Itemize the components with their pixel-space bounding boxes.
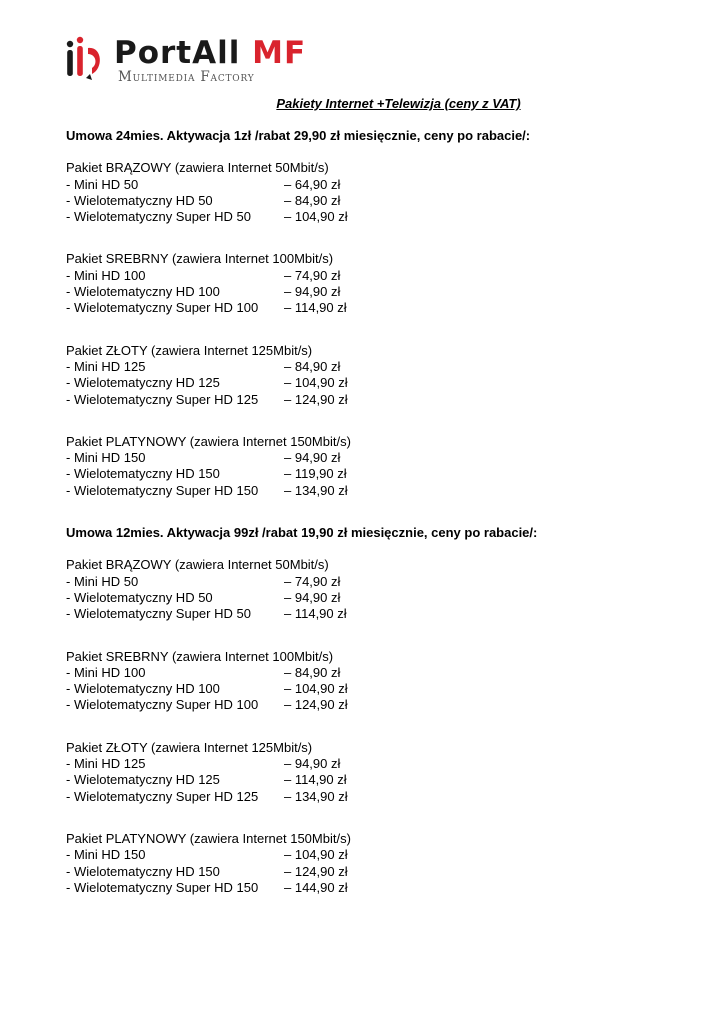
package-item-price: – 94,90 zł xyxy=(284,284,341,300)
package-heading: Pakiet PLATYNOWY (zawiera Internet 150Mbit/s) xyxy=(66,830,351,846)
package-item-name: - Wielotematyczny HD 50 xyxy=(66,589,213,605)
package-item-price: – 84,90 zł xyxy=(284,358,341,374)
package-heading: Pakiet PLATYNOWY (zawiera Internet 150Mbit/s) xyxy=(66,433,351,449)
spacer xyxy=(66,317,686,343)
spacer xyxy=(66,408,686,434)
package-item-price: – 114,90 zł xyxy=(284,300,347,316)
package-item-price: – 94,90 zł xyxy=(284,589,341,605)
package-item-price: – 104,90 zł xyxy=(284,209,348,225)
spacer xyxy=(66,144,686,160)
package-heading: Pakiet ZŁOTY (zawiera Internet 125Mbit/s) xyxy=(66,342,313,358)
price-row xyxy=(66,466,686,482)
price-row xyxy=(66,392,686,408)
package-heading: Pakiet SREBRNY (zawiera Internet 100Mbit/s) xyxy=(66,251,334,267)
price-row xyxy=(66,359,686,375)
spacer xyxy=(66,541,686,557)
package-item-name: - Wielotematyczny Super HD 125 xyxy=(66,391,259,407)
package-item-name: - Mini HD 125 xyxy=(66,756,146,772)
package-heading: Pakiet BRĄZOWY (zawiera Internet 50Mbit/s) xyxy=(66,557,329,573)
package-item-price: – 124,90 zł xyxy=(284,391,348,407)
package-item-name: - Wielotematyczny Super HD 50 xyxy=(66,209,251,225)
page-title: Pakiety Internet +Telewizja (ceny z VAT) xyxy=(276,96,521,111)
price-row xyxy=(66,450,686,466)
package-item-price: – 84,90 zł xyxy=(284,664,341,680)
contract-heading: Umowa 12mies. Aktywacja 99zł /rabat 19,90 zł miesięcznie, ceny po rabacie/: xyxy=(66,525,538,541)
package-item-price: – 134,90 zł xyxy=(284,788,348,804)
package-item-price: – 119,90 zł xyxy=(284,466,347,482)
package-item-price: – 104,90 zł xyxy=(284,681,348,697)
price-row xyxy=(66,177,686,193)
package-item-name: - Wielotematyczny Super HD 50 xyxy=(66,606,251,622)
package-item-price: – 124,90 zł xyxy=(284,863,348,879)
price-row xyxy=(66,847,686,863)
package-item-name: - Wielotematyczny Super HD 150 xyxy=(66,879,259,895)
price-row xyxy=(66,284,686,300)
logo-wordmark xyxy=(114,36,306,70)
price-row xyxy=(66,697,686,713)
contract-heading: Umowa 24mies. Aktywacja 1zł /rabat 29,90 zł miesięcznie, ceny po rabacie/: xyxy=(66,128,531,143)
package-item-name: - Wielotematyczny HD 125 xyxy=(66,772,220,788)
price-row xyxy=(66,665,686,681)
price-row xyxy=(66,756,686,772)
package-item-name: - Mini HD 100 xyxy=(66,664,146,680)
price-row xyxy=(66,681,686,697)
package-item-name: - Wielotematyczny Super HD 150 xyxy=(66,482,259,498)
package-item-price: – 94,90 zł xyxy=(284,450,341,466)
package-item-price: – 134,90 zł xyxy=(284,482,348,498)
package-item-name: - Wielotematyczny HD 150 xyxy=(66,466,220,482)
spacer xyxy=(66,225,686,251)
price-row xyxy=(66,590,686,606)
package-item-price: – 104,90 zł xyxy=(284,847,348,863)
price-row xyxy=(66,789,686,805)
package-item-name: - Wielotematyczny HD 100 xyxy=(66,284,220,300)
package-item-name: - Mini HD 50 xyxy=(66,573,139,589)
package-item-price: – 74,90 zł xyxy=(284,573,341,589)
package-item-name: - Wielotematyczny Super HD 125 xyxy=(66,788,259,804)
package-item-price: – 124,90 zł xyxy=(284,697,348,713)
spacer xyxy=(66,805,686,831)
package-item-name: - Mini HD 150 xyxy=(66,847,146,863)
price-row xyxy=(66,193,686,209)
package-item-price: – 94,90 zł xyxy=(284,756,341,772)
price-row xyxy=(66,772,686,788)
logo-accent: MF xyxy=(252,35,307,71)
package-item-price: – 114,90 zł xyxy=(284,606,347,622)
package-item-name: - Wielotematyczny HD 50 xyxy=(66,192,213,208)
logo-tagline: Multimedia Factory xyxy=(118,69,255,85)
package-item-price: – 104,90 zł xyxy=(284,375,348,391)
spacer xyxy=(66,714,686,740)
spacer xyxy=(66,499,686,525)
package-item-price: – 64,90 zł xyxy=(284,176,341,192)
package-item-name: - Mini HD 150 xyxy=(66,450,146,466)
package-item-name: - Mini HD 50 xyxy=(66,176,139,192)
price-row xyxy=(66,375,686,391)
package-heading: Pakiet SREBRNY (zawiera Internet 100Mbit/s) xyxy=(66,648,334,664)
price-row xyxy=(66,209,686,225)
package-item-price: – 84,90 zł xyxy=(284,192,341,208)
package-heading: Pakiet BRĄZOWY (zawiera Internet 50Mbit/s) xyxy=(66,160,329,176)
package-item-name: - Wielotematyczny HD 100 xyxy=(66,681,220,697)
price-row xyxy=(66,606,686,622)
package-item-price: – 144,90 zł xyxy=(284,879,348,895)
company-logo xyxy=(64,32,307,88)
logo-name: PortAll xyxy=(114,35,241,71)
package-item-name: - Wielotematyczny HD 150 xyxy=(66,863,220,879)
package-item-price: – 114,90 zł xyxy=(284,772,347,788)
price-row xyxy=(66,268,686,284)
price-row xyxy=(66,300,686,316)
price-row xyxy=(66,483,686,499)
package-item-name: - Wielotematyczny HD 125 xyxy=(66,375,220,391)
price-list xyxy=(66,128,686,896)
package-item-name: - Mini HD 125 xyxy=(66,358,146,374)
portall-logo-mark-icon xyxy=(64,34,106,82)
package-heading: Pakiet ZŁOTY (zawiera Internet 125Mbit/s) xyxy=(66,739,313,755)
price-row xyxy=(66,864,686,880)
price-row xyxy=(66,574,686,590)
price-row xyxy=(66,880,686,896)
package-item-name: - Wielotematyczny Super HD 100 xyxy=(66,300,259,316)
spacer xyxy=(66,623,686,649)
package-item-price: – 74,90 zł xyxy=(284,267,341,283)
package-item-name: - Wielotematyczny Super HD 100 xyxy=(66,697,259,713)
package-item-name: - Mini HD 100 xyxy=(66,267,146,283)
